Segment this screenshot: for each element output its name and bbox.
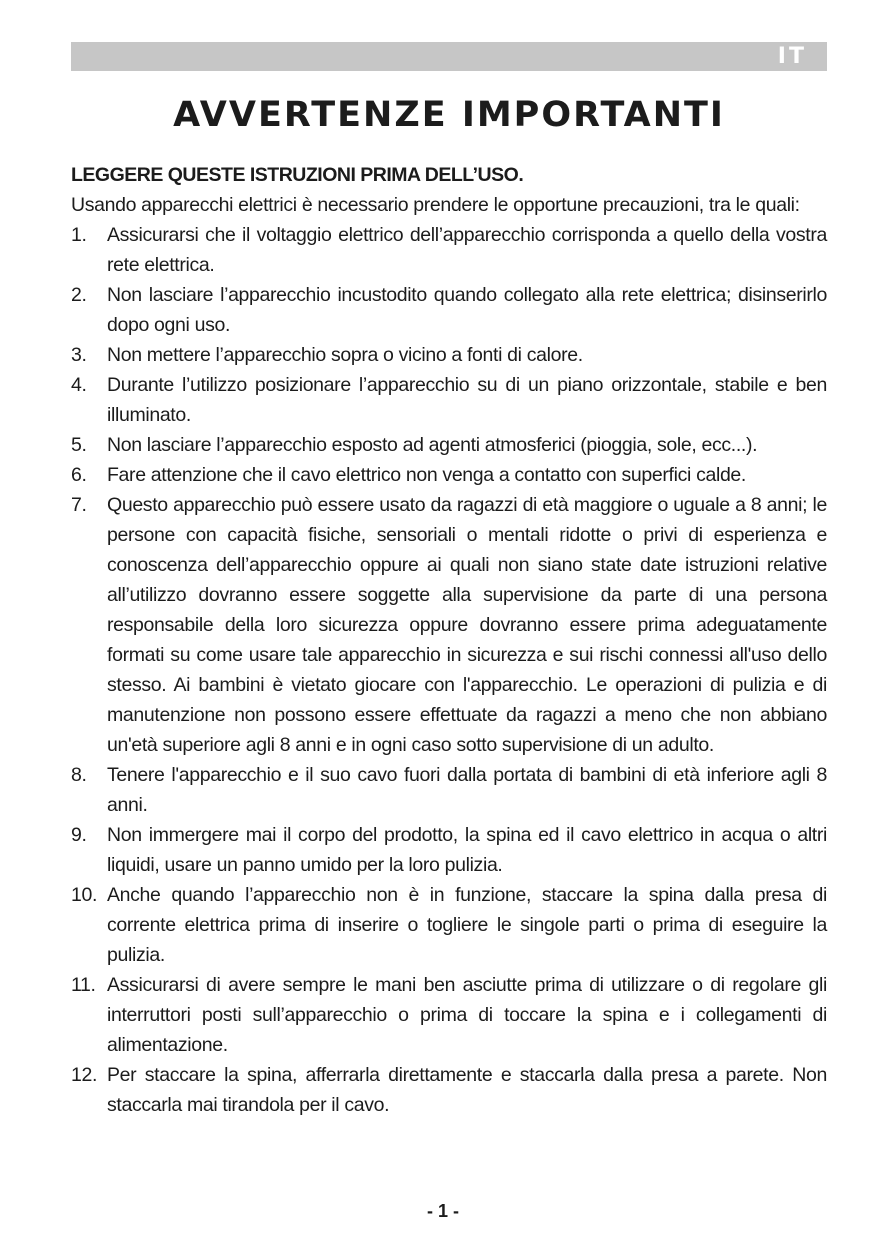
item-number: 8. bbox=[71, 764, 87, 786]
item-number: 9. bbox=[71, 824, 87, 846]
item-number: 1. bbox=[71, 224, 87, 246]
page-title: AVVERTENZE IMPORTANTI bbox=[173, 95, 725, 135]
item-text: Anche quando l’apparecchio non è in funzione, staccare la spina dalla presa di corrente elettrica prima di inserire o togliere le singole parti o prima di eseguire la pulizia. bbox=[107, 884, 827, 966]
list-item bbox=[71, 970, 827, 1060]
item-text: Tenere l'apparecchio e il suo cavo fuori dalla portata di bambini di età inferiore agli 8 anni. bbox=[107, 764, 827, 816]
item-number: 7. bbox=[71, 494, 87, 516]
item-text: Durante l’utilizzo posizionare l’apparecchio su di un piano orizzontale, stabile e ben illuminato. bbox=[107, 374, 827, 426]
item-text: Fare attenzione che il cavo elettrico non venga a contatto con superfici calde. bbox=[107, 464, 746, 486]
list-item bbox=[71, 370, 827, 430]
item-text: Assicurarsi che il voltaggio elettrico dell’apparecchio corrisponda a quello della vostra rete elettrica. bbox=[107, 224, 827, 276]
item-number: 12. bbox=[71, 1064, 98, 1086]
list-item bbox=[71, 490, 827, 760]
item-number: 3. bbox=[71, 344, 87, 366]
item-number: 6. bbox=[71, 464, 87, 486]
list-item bbox=[71, 820, 827, 880]
list-item bbox=[71, 460, 827, 490]
document-body bbox=[71, 160, 827, 1120]
list-item bbox=[71, 760, 827, 820]
item-text: Non lasciare l’apparecchio esposto ad agenti atmosferici (pioggia, sole, ecc...). bbox=[107, 434, 758, 456]
list-item bbox=[71, 280, 827, 340]
item-number: 10. bbox=[71, 884, 98, 906]
list-item bbox=[71, 430, 827, 460]
item-text: Non immergere mai il corpo del prodotto, la spina ed il cavo elettrico in acqua o altri liquidi, usare un panno umido per la loro pulizia. bbox=[107, 824, 827, 876]
item-number: 2. bbox=[71, 284, 87, 306]
list-item bbox=[71, 880, 827, 970]
item-number: 11. bbox=[71, 974, 96, 996]
item-text: Assicurarsi di avere sempre le mani ben asciutte prima di utilizzare o di regolare gli interruttori posti sull’apparecchio o prima di toccare la spina e i collegamenti di alimentazione. bbox=[107, 974, 827, 1056]
list-item bbox=[71, 340, 827, 370]
item-text: Non mettere l’apparecchio sopra o vicino a fonti di calore. bbox=[107, 344, 583, 366]
item-text: Questo apparecchio può essere usato da ragazzi di età maggiore o uguale a 8 anni; le persone con capacità fisiche, sensoriali o mentali ridotte o privi di esperienza e conoscenza dell’apparecchio oppure ai quali non siano state date istruzioni relative all’utilizzo dovranno essere soggette alla supervisione da parte di una persona responsabile della loro sicurezza oppure dovranno essere prima adeguatamente formati su come usare tale apparecchio in sicurezza e sui rischi connessi all'uso dello stesso. Ai bambini è vietato giocare con l'apparecchio. Le operazioni di pulizia e di manutenzione non possono essere effettuate da ragazzi a meno che non abbiano un'età superiore agli 8 anni e in ogni caso sotto supervisione di un adulto. bbox=[107, 494, 827, 756]
item-text: Per staccare la spina, afferrarla direttamente e staccarla dalla presa a parete. Non staccarla mai tirandola per il cavo. bbox=[107, 1064, 827, 1116]
warnings-list bbox=[71, 220, 827, 1120]
list-item bbox=[71, 220, 827, 280]
item-number: 4. bbox=[71, 374, 87, 396]
section-subheading: LEGGERE QUESTE ISTRUZIONI PRIMA DELL’USO. bbox=[71, 164, 524, 186]
intro-paragraph: Usando apparecchi elettrici è necessario prendere le opportune precauzioni, tra le quali: bbox=[71, 194, 800, 216]
item-number: 5. bbox=[71, 434, 87, 456]
page-number: - 1 - bbox=[426, 1201, 459, 1221]
language-header-bar bbox=[71, 42, 827, 71]
list-item bbox=[71, 1060, 827, 1120]
item-text: Non lasciare l’apparecchio incustodito quando collegato alla rete elettrica; disinserirlo dopo ogni uso. bbox=[107, 284, 827, 336]
language-code: IT bbox=[777, 44, 807, 69]
